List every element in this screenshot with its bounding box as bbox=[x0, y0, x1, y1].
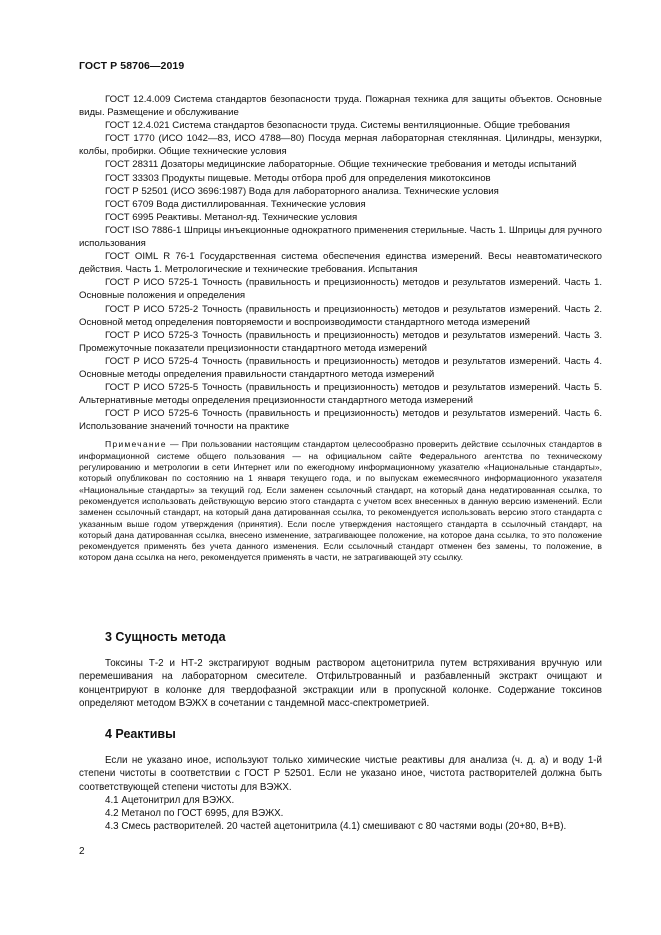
section-3 bbox=[79, 630, 602, 710]
reference-item: ГОСТ 6709 Вода дистиллированная. Технические условия bbox=[105, 198, 366, 210]
reference-item: ГОСТ Р 52501 (ИСО 3696:1987) Вода для лабораторного анализа. Технические условия bbox=[105, 185, 499, 197]
reference-item: ГОСТ Р ИСО 5725-2 Точность (правильность и прецизионность) методов и результатов измерений. Часть 2. Основной метод определения повторяемости и воспроизводимости стандартного метода измерений bbox=[79, 303, 602, 328]
reference-item: ГОСТ Р ИСО 5725-4 Точность (правильность и прецизионность) методов и результатов измерений. Часть 4. Основные методы определения правильности стандартного метода измерений bbox=[79, 355, 602, 380]
reference-item: ГОСТ Р ИСО 5725-1 Точность (правильность и прецизионность) методов и результатов измерений. Часть 1. Основные положения и определения bbox=[79, 277, 602, 302]
page-number: 2 bbox=[79, 846, 85, 857]
document-header: ГОСТ Р 58706—2019 bbox=[79, 60, 185, 72]
reference-item: ГОСТ ISO 7886-1 Шприцы инъекционные однократного применения стерильные. Часть 1. Шприцы для ручного использования bbox=[79, 224, 602, 250]
reference-item: ГОСТ 6995 Реактивы. Метанол-яд. Технические условия bbox=[105, 211, 358, 223]
section-4-item: 4.1 Ацетонитрил для ВЭЖХ. bbox=[105, 794, 235, 806]
reference-item: ГОСТ 33303 Продукты пищевые. Методы отбора проб для определения микотоксинов bbox=[105, 172, 491, 184]
reference-item: ГОСТ 12.4.009 Система стандартов безопасности труда. Пожарная техника для защиты объектов. Основные виды. Размещение и обслуживание bbox=[79, 94, 602, 119]
section-4-heading: 4 Реактивы bbox=[105, 727, 176, 741]
reference-item: ГОСТ Р ИСО 5725-6 Точность (правильность и прецизионность) методов и результатов измерений. Часть 6. Использование значений точности на практике bbox=[79, 408, 602, 433]
section-4-item: 4.3 Смесь растворителей. 20 частей ацетонитрила (4.1) смешивают с 80 частями воды (20+80, В+В). bbox=[105, 821, 567, 833]
note-text: — При пользовании настоящим стандартом целесообразно проверить действие ссылочных стандартов в информационной системе общего пользования — на официальном сайте Федерального агентства по техническому регулированию и метрологии в сети Интернет или по ежегодному информационному указателю «Национальные стандарты», который опубликован по состоянию на 1 января текущего года, и по выпускам ежемесячного информационного указателя «Национальные стандарты» за текущий год. Если заменен ссылочный стандарт, на который дана недатированная ссылка, то рекомендуется использовать действующую версию этого стандарта с учетом всех внесенных в данную версию изменений. Если заменен ссылочный стандарт, на который дана датированная ссылка, то рекомендуется использовать версию этого стандарта с указанным выше годом утверждения (принятия). Если после утверждения настоящего стандарта в ссылочный стандарт, на который дана датированная ссылка, внесено изменение, затрагивающее положение, на которое дана ссылка, то это положение рекомендуется применять без учета данного изменения. Если ссылочный стандарт отменен без замены, то положение, в котором дана ссылка на него, рекомендуется применять в части, не затрагивающей эту ссылку. bbox=[79, 439, 602, 563]
reference-item: ГОСТ Р ИСО 5725-3 Точность (правильность и прецизионность) методов и результатов измерений. Часть 3. Промежуточные показатели прецизионности стандартного метода измерений bbox=[79, 329, 602, 354]
note bbox=[79, 439, 602, 563]
reference-item: ГОСТ 12.4.021 Система стандартов безопасности труда. Системы вентиляционные. Общие требования bbox=[105, 120, 570, 132]
section-3-heading: 3 Сущность метода bbox=[105, 630, 226, 644]
reference-item: ГОСТ 28311 Дозаторы медицинские лабораторные. Общие технические требования и методы испытаний bbox=[105, 159, 577, 171]
reference-item: ГОСТ Р ИСО 5725-5 Точность (правильность и прецизионность) методов и результатов измерений. Часть 5. Альтернативные методы определения прецизионности стандартного метода измерений bbox=[79, 382, 602, 407]
normative-references bbox=[79, 93, 602, 564]
note-label: Примечание bbox=[105, 439, 167, 450]
reference-item: ГОСТ 1770 (ИСО 1042—83, ИСО 4788—80) Посуда мерная лабораторная стеклянная. Цилиндры, мензурки, колбы, пробирки. Общие технические условия bbox=[79, 133, 602, 158]
section-4 bbox=[79, 727, 602, 834]
reference-item: ГОСТ OIML R 76-1 Государственная система обеспечения единства измерений. Весы неавтоматического действия. Часть 1. Метрологические и технические требования. Испытания bbox=[79, 251, 602, 276]
section-3-paragraph: Токсины Т-2 и НТ-2 экстрагируют водным раствором ацетонитрила путем встряхивания вручную или перемешивания на лабораторном смесителе. Отфильтрованный и разбавленный экстракт очищают и концентрируют в колонке для твердофазной экстракции или в пропускной колонке. Содержание токсинов определяют методом ВЭЖХ в сочетании с тандемной масс-спектрометрией. bbox=[79, 658, 602, 709]
section-4-paragraph: Если не указано иное, используют только химические чистые реактивы для анализа (ч. д. а) и воду 1-й степени чистоты в соответствии с ГОСТ Р 52501. Если не указано иное, чистота растворителей должна быть соответствующей степени чистоты для ВЭЖХ. bbox=[79, 755, 602, 793]
section-4-item: 4.2 Метанол по ГОСТ 6995, для ВЭЖХ. bbox=[105, 808, 284, 820]
